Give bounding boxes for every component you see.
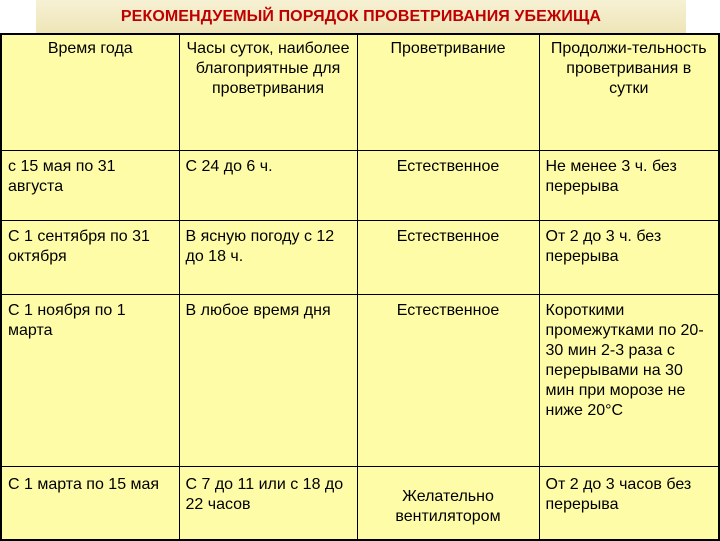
cell-ventilation: Естественное [357,150,539,220]
cell-season: С 1 марта по 15 мая [1,466,179,540]
table-row [1,150,719,220]
header-season: Время года [1,34,179,150]
cell-duration: От 2 до 3 часов без перерыва [539,466,719,540]
cell-duration: Короткими промежутками по 20-30 мин 2-3 раза с перерывами на 30 мин при морозе не ниже 20°С [539,294,719,466]
cell-hours: С 24 до 6 ч. [179,150,357,220]
title-bar [36,0,686,34]
cell-hours: С 7 до 11 или с 18 до 22 часов [179,466,357,540]
table-row [1,294,719,466]
cell-season: С 1 ноября по 1 марта [1,294,179,466]
cell-ventilation: Естественное [357,220,539,294]
cell-duration: Не менее 3 ч. без перерыва [539,150,719,220]
cell-ventilation: Естественное [357,294,539,466]
header-hours: Часы суток, наиболее благоприятные для проветривания [179,34,357,150]
header-duration: Продолжи-тельность проветривания в сутки [539,34,719,150]
table-row [1,466,719,540]
cell-ventilation: Желательно вентилятором [357,466,539,540]
table-row [1,220,719,294]
cell-hours: В любое время дня [179,294,357,466]
cell-duration: От 2 до 3 ч. без перерыва [539,220,719,294]
header-ventilation: Проветривание [357,34,539,150]
cell-season: С 1 сентября по 31 октября [1,220,179,294]
ventilation-table [0,33,720,541]
cell-season: с 15 мая по 31 августа [1,150,179,220]
table-header-row [1,34,719,150]
cell-hours: В ясную погоду с 12 до 18 ч. [179,220,357,294]
page-title: РЕКОМЕНДУЕМЫЙ ПОРЯДОК ПРОВЕТРИВАНИЯ УБЕЖИЩА [120,7,602,25]
